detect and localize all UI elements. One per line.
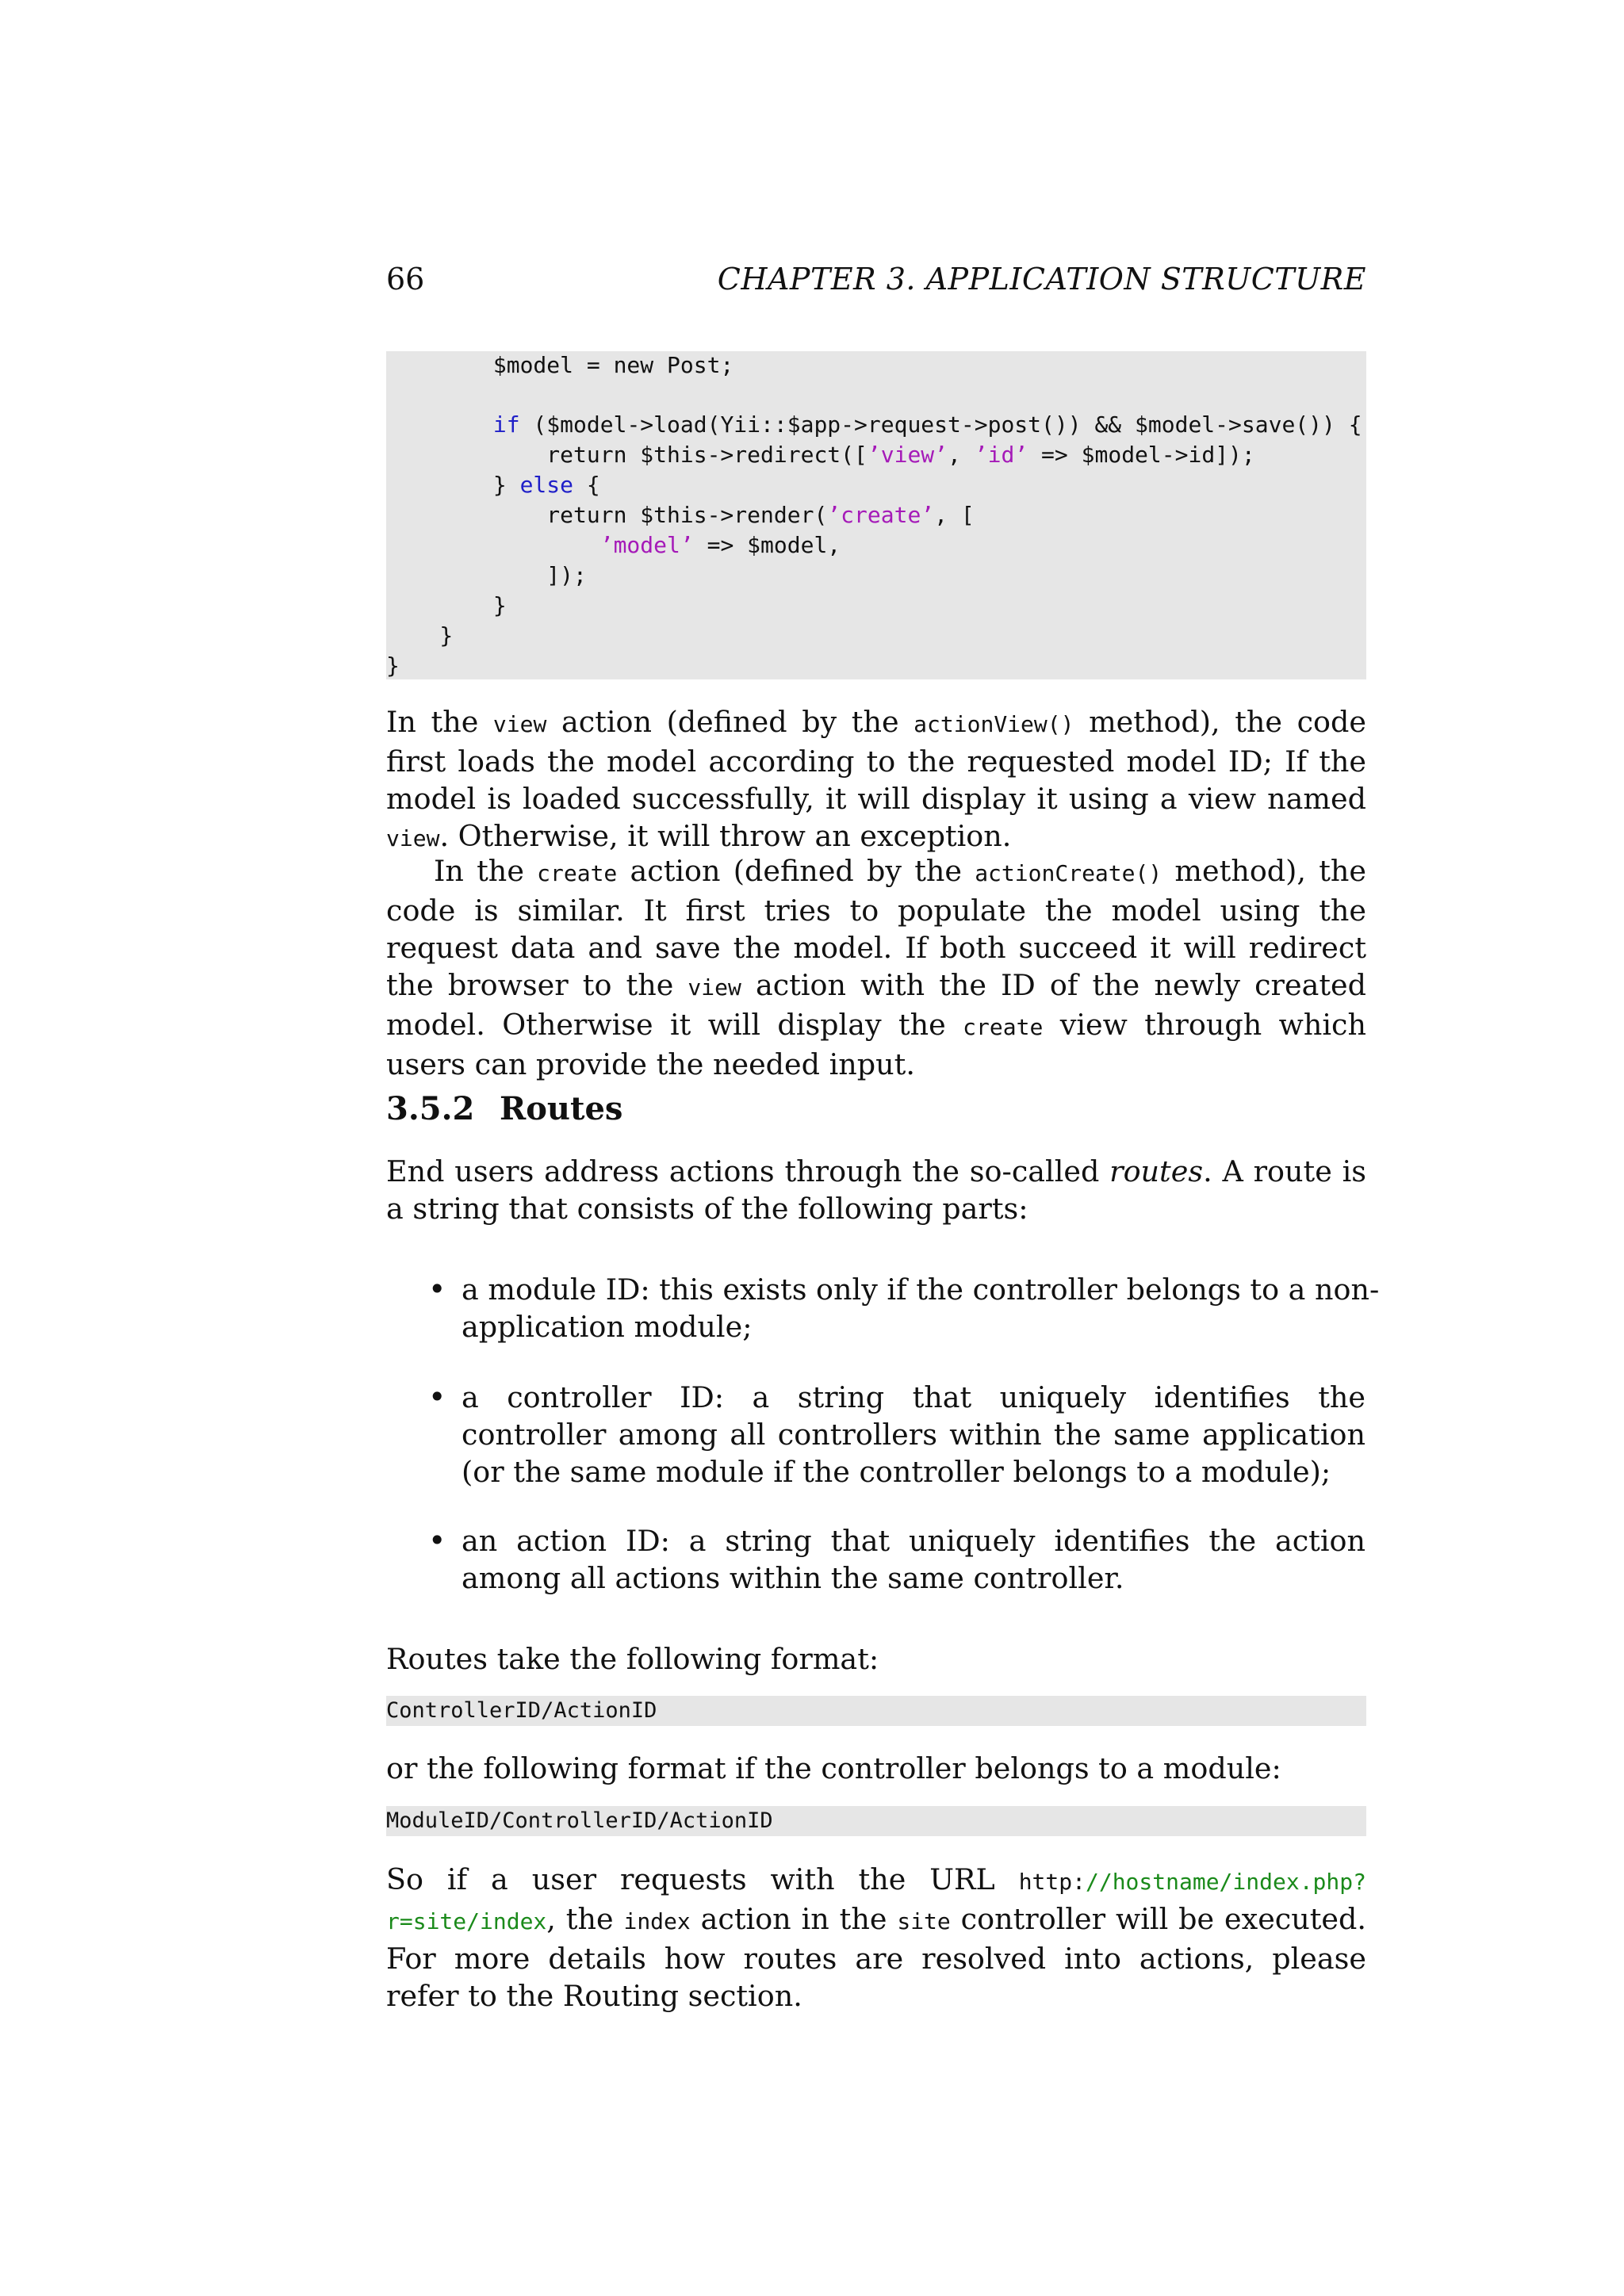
- url-link: //hostname/index.php?r=site/index: [386, 1869, 1366, 1934]
- running-title: CHAPTER 3. APPLICATION STRUCTURE: [717, 262, 1366, 297]
- paragraph-url-example: [386, 1861, 1366, 2015]
- text: action with the ID of the newly created model. Otherwise it will display the: [386, 968, 1366, 1042]
- section-heading: [386, 1090, 622, 1127]
- code-text: }: [386, 472, 520, 498]
- code-string: ’create’: [827, 502, 935, 528]
- code-text: ($model->load(Yii::$app->request->post()) && $model->save()) {: [519, 411, 1362, 438]
- code-line: [386, 440, 1255, 470]
- list-item-text: a module ID: this exists only if the controller belongs to a non-application module;: [462, 1272, 1380, 1344]
- code-line: $model = new Post;: [386, 352, 734, 378]
- text: action (defined by the: [617, 854, 975, 888]
- code-string: ’model’: [599, 532, 694, 558]
- paragraph-routes-intro: [386, 1153, 1366, 1227]
- bullet-icon: •: [428, 1523, 446, 1558]
- page-header: [386, 255, 1366, 303]
- text: controller will be executed. For more details how routes are resolved into actions, please refer to the Routing section.: [386, 1902, 1366, 2013]
- text: End users address actions through the so-called: [386, 1154, 1110, 1188]
- text: action (defined by the: [546, 705, 914, 739]
- code-text: return $this->redirect([: [386, 442, 868, 468]
- code-keyword: else: [519, 472, 574, 498]
- inline-code: actionCreate(): [975, 860, 1162, 886]
- code-line: }: [386, 622, 454, 649]
- bullet-icon: •: [428, 1380, 446, 1414]
- text: action in the: [690, 1902, 898, 1936]
- code-string: ’view’: [867, 442, 948, 468]
- text: , the: [546, 1902, 624, 1936]
- list-item-text: a controller ID: a string that uniquely identifies the controller among all controllers within the same application (or the same module if the controller belongs to a module);: [462, 1380, 1365, 1489]
- code-line: }: [386, 652, 400, 679]
- text: . A route is a string that consists of the following parts:: [386, 1154, 1366, 1226]
- code-line: [386, 470, 600, 500]
- list-item-text: an action ID: a string that uniquely identifies the action among all actions within the same controller.: [462, 1524, 1365, 1595]
- code-text: => $model->id]);: [1028, 442, 1255, 468]
- text: method), the code first loads the model according to the requested model ID; If the model is loaded successfully, it will display it using a view named: [386, 705, 1366, 816]
- module-route-format-code: ModuleID/ControllerID/ActionID: [386, 1806, 1366, 1836]
- code-keyword: if: [492, 411, 520, 438]
- text: . Otherwise, it will throw an exception.: [439, 819, 1012, 853]
- inline-code: http:: [1018, 1869, 1086, 1895]
- code-line: [386, 500, 975, 530]
- code-line: }: [386, 592, 507, 618]
- inline-code: site: [897, 1908, 951, 1934]
- code-text: {: [573, 472, 600, 498]
- code-text: , [: [934, 502, 975, 528]
- text: So if a user requests with the URL: [386, 1862, 1019, 1896]
- bullet-icon: •: [428, 1272, 446, 1307]
- emphasis: routes: [1109, 1154, 1204, 1188]
- inline-code: actionView(): [914, 711, 1074, 737]
- text: In the: [434, 854, 538, 888]
- code-line: ]);: [386, 562, 587, 588]
- text: view through which users can provide the needed input.: [386, 1008, 1367, 1081]
- inline-code: view: [688, 974, 741, 1001]
- code-line: [386, 530, 841, 561]
- text: method), the code is similar. It first tries to populate the model using the request data and save the model. If both succeed it will redirect the browser to the: [386, 854, 1366, 1002]
- inline-code: view: [492, 711, 547, 737]
- code-string: ’id’: [974, 442, 1028, 468]
- paragraph-module-format: or the following format if the controller belongs to a module:: [386, 1751, 1281, 1785]
- page-number: 66: [386, 262, 425, 297]
- code-text: return $this->render(: [386, 502, 828, 528]
- paragraph-view-action: [386, 703, 1366, 857]
- paragraph-route-format: Routes take the following format:: [386, 1642, 879, 1676]
- inline-code: create: [963, 1014, 1044, 1040]
- code-line: [386, 410, 1362, 440]
- inline-code: index: [623, 1908, 691, 1934]
- code-text: => $model,: [693, 532, 841, 558]
- inline-code: create: [537, 860, 618, 886]
- section-title: Routes: [500, 1090, 623, 1127]
- text: In the: [386, 705, 493, 739]
- paragraph-create-action: [386, 852, 1366, 1083]
- code-text: ,: [948, 442, 975, 468]
- inline-code: view: [386, 825, 440, 851]
- section-number: 3.5.2: [386, 1090, 475, 1127]
- route-format-code: ControllerID/ActionID: [386, 1696, 1366, 1726]
